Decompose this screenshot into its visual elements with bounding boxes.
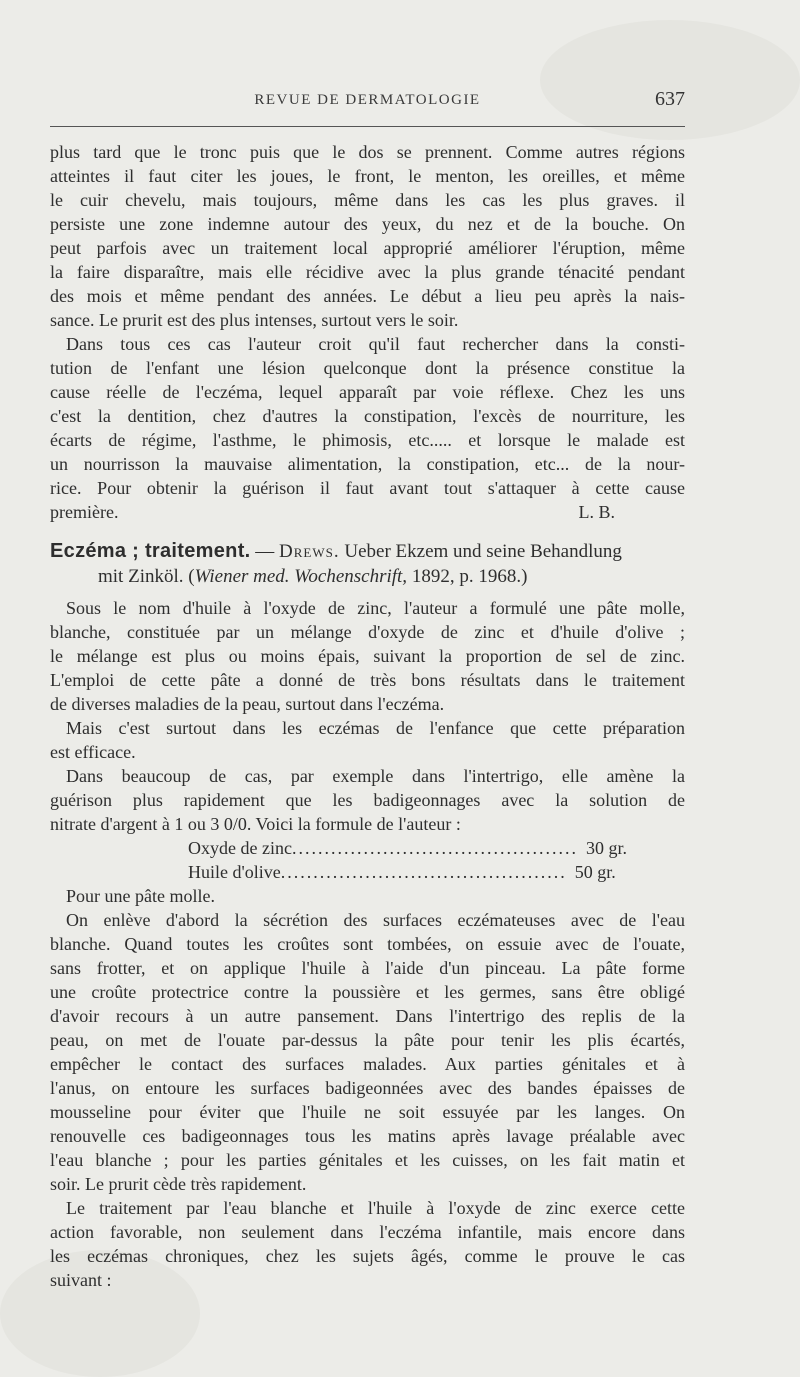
- text-line: rice. Pour obtenir la guérison il faut avant tout s'attaquer à cette cause: [50, 478, 685, 498]
- text-line: des mois et même pendant des années. Le début a lieu peu après la nais-: [50, 286, 685, 306]
- text-line: tution de l'enfant une lésion quelconque dont la présence constitue la: [50, 358, 685, 378]
- text-line: guérison plus rapidement que les badigeonnages avec la solution de: [50, 790, 685, 810]
- text-line: empêcher le contact des surfaces malades. Aux parties génitales et à: [50, 1054, 685, 1074]
- text-line: atteintes il faut citer les joues, le front, le menton, les oreilles, et même: [50, 166, 685, 186]
- text-line: soir. Le prurit cède très rapidement.: [50, 1174, 307, 1194]
- heading-source-pre: mit Zinköl. (: [98, 566, 195, 587]
- text-line: de diverses maladies de la peau, surtout dans l'eczéma.: [50, 694, 445, 714]
- heading-line-1: [50, 538, 685, 564]
- formula-leader-dots: ............................................: [291, 838, 578, 858]
- heading-dash: —: [250, 541, 280, 562]
- paragraph-5: [50, 764, 685, 836]
- text-line: peut parfois avec un traitement local approprié améliorer l'éruption, même: [50, 238, 685, 258]
- formula-ingredient: Oxyde de zinc: [188, 838, 292, 858]
- text-line: sance. Le prurit est des plus intenses, surtout vers le soir.: [50, 310, 459, 330]
- formula-row: [188, 860, 616, 884]
- text-line: Dans beaucoup de cas, par exemple dans l'intertrigo, elle amène la: [66, 766, 685, 786]
- paragraph-1: [50, 140, 685, 332]
- formula-leader-dots: ............................................: [280, 862, 567, 882]
- reviewer-signature: L. B.: [578, 502, 615, 522]
- text-line: nitrate d'argent à 1 ou 3 0/0. Voici la formule de l'auteur :: [50, 814, 461, 834]
- text-line: action favorable, non seulement dans l'eczéma infantile, mais encore dans: [50, 1222, 685, 1242]
- text-line: le cuir chevelu, mais toujours, même dans les cas les plus graves. il: [50, 190, 685, 210]
- text-line: plus tard que le tronc puis que le dos se prennent. Comme autres régions: [50, 142, 685, 162]
- text-line: d'avoir recours à un autre pansement. Dans l'intertrigo des replis de la: [50, 1006, 685, 1026]
- text-line: peau, on met de l'ouate par-dessus la pâte pour tenir les plis écartés,: [50, 1030, 685, 1050]
- running-title: REVUE DE DERMATOLOGIE: [254, 92, 481, 108]
- heading-author: Drews.: [279, 541, 340, 562]
- text-line: écarts de régime, l'asthme, le phimosis, etc..... et lorsque le malade est: [50, 430, 685, 450]
- heading-journal: Wiener med. Wochenschrift,: [194, 566, 408, 587]
- formula: [50, 836, 685, 908]
- paper-stain: [540, 20, 800, 140]
- header-rule: [50, 126, 685, 127]
- text-line: l'anus, on entoure les surfaces badigeonnées avec des bandes épaisses de: [50, 1078, 685, 1098]
- formula-ingredient: Huile d'olive: [188, 862, 281, 882]
- article-heading: [50, 538, 685, 590]
- page-number: 637: [655, 88, 685, 110]
- paragraph-2: [50, 332, 685, 524]
- section-gap: [50, 524, 685, 538]
- text-line: mousseline pour éviter que l'huile ne soit essuyée par les langes. On: [50, 1102, 685, 1122]
- text-line: un nourrisson la mauvaise alimentation, la constipation, etc... de la nour-: [50, 454, 685, 474]
- text-line: suivant :: [50, 1270, 112, 1290]
- formula-quantity: 50 gr.: [574, 862, 616, 882]
- text-line: L'emploi de cette pâte a donné de très bons résultats dans le traitement: [50, 670, 685, 690]
- text-line: On enlève d'abord la sécrétion des surfaces eczémateuses avec de l'eau: [66, 910, 685, 930]
- paragraph-6: [50, 908, 685, 1196]
- closing-line: [50, 500, 685, 524]
- text-line: est efficace.: [50, 742, 136, 762]
- text-line: le mélange est plus ou moins épais, suivant la proportion de sel de zinc.: [50, 646, 685, 666]
- text-line: Sous le nom d'huile à l'oxyde de zinc, l'auteur a formulé une pâte molle,: [66, 598, 685, 618]
- formula-quantity: 30 gr.: [585, 838, 627, 858]
- formula-row: [188, 836, 627, 860]
- page-header: [50, 88, 685, 114]
- heading-title: Eczéma ; traitement.: [50, 540, 251, 562]
- text-line: Le traitement par l'eau blanche et l'huile à l'oxyde de zinc exerce cette: [66, 1198, 685, 1218]
- text-line: Dans tous ces cas l'auteur croit qu'il faut rechercher dans la consti-: [66, 334, 685, 354]
- formula-note: Pour une pâte molle.: [66, 886, 215, 906]
- text-line: les eczémas chroniques, chez les sujets âgés, comme le prouve le cas: [50, 1246, 685, 1266]
- text-line: cause réelle de l'eczéma, lequel apparaît par voie réflexe. Chez les uns: [50, 382, 685, 402]
- article-body: [50, 140, 685, 1292]
- text-line: renouvelle ces badigeonnages tous les matins après lavage préalable avec: [50, 1126, 685, 1146]
- heading-source-post: 1892, p. 1968.): [407, 566, 528, 587]
- text-line: une croûte protectrice contre la poussière et les germes, sans être obligé: [50, 982, 685, 1002]
- text-line: blanche, constituée par un mélange d'oxyde de zinc et d'huile d'olive ;: [50, 622, 685, 642]
- text-line: c'est la dentition, chez d'autres la constipation, l'excès de nourriture, les: [50, 406, 685, 426]
- heading-source-title: Ueber Ekzem und seine Behandlung: [339, 541, 622, 562]
- closing-word: première.: [50, 502, 119, 522]
- text-line: l'eau blanche ; pour les parties génitales et les cuisses, on les fait matin et: [50, 1150, 685, 1170]
- text-line: blanche. Quand toutes les croûtes sont tombées, on essuie avec de l'ouate,: [50, 934, 685, 954]
- text-line: persiste une zone indemne autour des yeux, du nez et de la bouche. On: [50, 214, 685, 234]
- heading-line-2: [50, 564, 685, 590]
- paragraph-7: [50, 1196, 685, 1292]
- paragraph-4: [50, 716, 685, 764]
- text-line: sans frotter, et on applique l'huile à l'aide d'un pinceau. La pâte forme: [50, 958, 685, 978]
- paragraph-3: [50, 596, 685, 716]
- text-line: Mais c'est surtout dans les eczémas de l'enfance que cette préparation: [66, 718, 685, 738]
- text-line: la faire disparaître, mais elle récidive avec la plus grande ténacité pendant: [50, 262, 685, 282]
